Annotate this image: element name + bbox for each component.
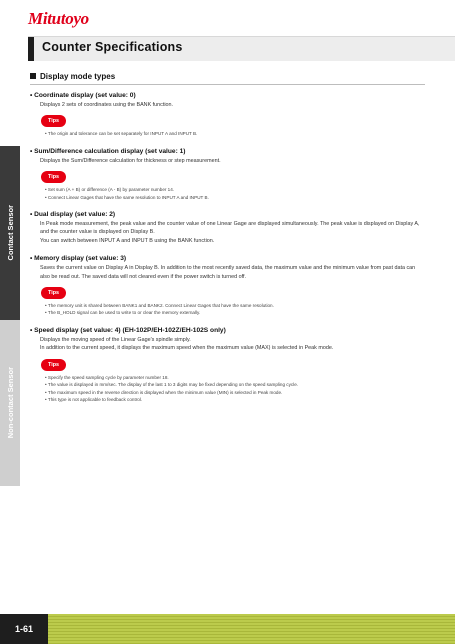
square-bullet-icon: [30, 73, 36, 79]
content-area: [30, 72, 425, 413]
side-tab-contact-sensor[interactable]: [0, 146, 20, 320]
tip-item: • The memory unit is shared between BANK1 and BANK2. Connect Linear Gages that have the same resolution.: [45, 302, 425, 309]
description-line: Displays 2 sets of coordinates using the BANK function.: [40, 102, 174, 108]
tips-list: [45, 186, 425, 201]
description-line: In Peak mode measurement, the peak value and the counter value of one Linear Gage are displayed simultaneously. The peak value is displayed on Display A, and the counter value is displayed on Display B.: [40, 221, 420, 236]
item-description: [40, 220, 425, 245]
side-tab-contact-label: Contact Sensor: [5, 205, 15, 261]
tips-badge: Tips: [41, 171, 66, 183]
mode-item-speed: [30, 327, 425, 403]
description-line: Displays the moving speed of the Linear Gage's spindle simply.: [40, 336, 191, 343]
mitutoyo-logo: Mitutoyo: [28, 9, 89, 28]
page-title: Counter Specifications: [42, 40, 183, 54]
item-description: [40, 157, 425, 165]
tip-item: • The value is displayed in mm/sec. The display of the last 1 to 3 digits may be fixed depending on the speed sampling cycle.: [45, 381, 425, 388]
page-number: 1-61: [0, 614, 48, 644]
mode-item-coordinate: [30, 92, 425, 138]
description-line: You can switch between INPUT A and INPUT B using the BANK function.: [40, 237, 215, 244]
tip-item: • The maximum speed in the reverse direction is displayed when the minimum value (MIN) is selected in Peak mode.: [45, 389, 425, 396]
tip-item: • This type is not applicable to feedback control.: [45, 396, 425, 403]
tips-badge: Tips: [41, 287, 66, 299]
description-line: In addition to the current speed, it displays the maximum speed when the maximum value (MAX) is selected in Peak mode.: [40, 345, 334, 352]
item-title: • Memory display (set value: 3): [30, 255, 127, 263]
mode-item-memory: [30, 255, 425, 317]
title-bar: [28, 36, 455, 61]
mode-item-dual: [30, 211, 425, 245]
description-line: Displays the Sum/Difference calculation for thickness or step measurement.: [40, 157, 221, 164]
item-title: • Coordinate display (set value: 0): [30, 92, 136, 99]
item-title: • Speed display (set value: 4) (EH-102P/EH-102Z/EH-102S only): [30, 326, 226, 334]
footer-band: [48, 614, 455, 644]
item-description: [40, 101, 425, 109]
tip-item: • Connect Linear Gages that have the same resolution to INPUT A and INPUT B.: [45, 194, 425, 201]
tip-item: • Set sum (A + B) or difference (A - B) by parameter number 14.: [45, 186, 425, 193]
item-description: [40, 336, 425, 353]
tip-item: • The B_HOLD signal can be used to write to or clear the memory externally.: [45, 309, 425, 316]
side-tab-non-contact-label: Non-contact Sensor: [5, 367, 15, 439]
tips-list: [45, 374, 425, 404]
tips-badge: Tips: [41, 359, 66, 371]
tip-item: • The origin and tolerance can be set separately for INPUT A and INPUT B.: [45, 130, 425, 137]
mode-item-sum-difference: [30, 148, 425, 201]
side-tab-non-contact-sensor[interactable]: [0, 320, 20, 486]
tips-list: [45, 130, 425, 137]
item-title: • Sum/Difference calculation display (set value: 1): [30, 147, 186, 155]
tips-list: [45, 302, 425, 317]
item-title: • Dual display (set value: 2): [30, 211, 116, 219]
item-description: [40, 264, 425, 281]
description-line: Saves the current value on Display A in Display B. In addition to the most recently saved data, the maximum value and the minimum value from past data can also be read out. The saved data will not cleared even if the power switch is turned off.: [40, 265, 416, 280]
section-heading-text: Display mode types: [40, 72, 116, 81]
tip-item: • Specify the speed sampling cycle by parameter number 18.: [45, 374, 425, 381]
section-heading: [30, 72, 425, 85]
tips-badge: Tips: [41, 115, 66, 127]
